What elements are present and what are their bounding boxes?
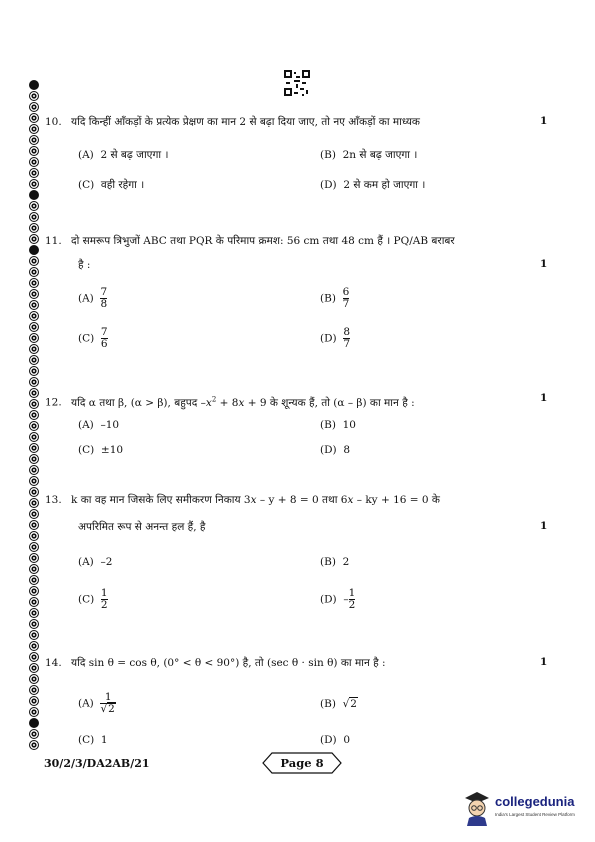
binding-ring	[29, 641, 39, 651]
page-number: Page 8	[280, 756, 324, 770]
option-b: (B) 2	[320, 556, 350, 568]
binding-ring	[29, 377, 39, 387]
binding-ring	[29, 564, 39, 574]
option-c: (C) $\frac{1}{2}$	[78, 587, 108, 611]
option-c: (C) 1	[78, 734, 108, 746]
option-d: (D) 0	[320, 734, 350, 746]
binding-ring	[29, 652, 39, 662]
binding-ring	[29, 355, 39, 365]
option-d: (D) 2 से कम हो जाएगा ।	[320, 179, 426, 191]
binding-ring	[29, 531, 39, 541]
binding-ring	[29, 421, 39, 431]
marks: 1	[540, 115, 548, 127]
footer-code: 30/2/3/DA2AB/21	[44, 757, 150, 770]
question-text-line2: है :	[78, 259, 91, 271]
option-d: (D) $\frac{8}{7}$	[320, 326, 350, 350]
marks: 1	[540, 392, 548, 404]
option-c: (C) $\frac{7}{6}$	[78, 326, 108, 350]
option-a: (A) $\frac{1}{√2}$	[78, 691, 115, 715]
binding-ring-column	[24, 80, 44, 751]
binding-ring	[29, 102, 39, 112]
binding-ring	[29, 630, 39, 640]
question-text: यदि किन्हीं आँकड़ों के प्रत्येक प्रेक्षण का मान 2 से बढ़ा दिया जाए, तो नए आँकड़ों का माध्यक	[71, 116, 420, 128]
binding-ring	[29, 135, 39, 145]
logo-tagline: India's Largest Student Review Platform	[495, 812, 575, 817]
option-b: (B) $\frac{6}{7}$	[320, 286, 350, 310]
binding-ring	[29, 465, 39, 475]
binding-ring	[29, 718, 39, 728]
option-d: (D) 8	[320, 444, 350, 456]
question-14	[45, 656, 535, 670]
binding-ring	[29, 696, 39, 706]
option-a: (A) 2 से बढ़ जाएगा ।	[78, 149, 169, 161]
binding-ring	[29, 575, 39, 585]
question-number: 13.	[45, 494, 62, 506]
binding-ring	[29, 740, 39, 750]
question-number: 10.	[45, 116, 62, 128]
binding-ring	[29, 498, 39, 508]
question-number: 14.	[45, 657, 62, 669]
marks: 1	[540, 656, 548, 668]
binding-ring	[29, 608, 39, 618]
binding-ring	[29, 509, 39, 519]
option-a: (A) –2	[78, 556, 113, 568]
marks: 1	[540, 520, 548, 532]
option-a: (A) –10	[78, 419, 120, 431]
binding-ring	[29, 157, 39, 167]
option-c: (C) वही रहेगा ।	[78, 179, 145, 191]
binding-ring	[29, 366, 39, 376]
question-text-line2: अपरिमित रूप से अनन्त हल हैं, है	[78, 521, 206, 533]
binding-ring	[29, 443, 39, 453]
binding-ring	[29, 586, 39, 596]
binding-ring	[29, 124, 39, 134]
binding-ring	[29, 289, 39, 299]
option-b: (B) √2	[320, 698, 357, 710]
page-number-box	[262, 752, 342, 774]
option-c: (C) ±10	[78, 444, 124, 456]
binding-ring	[29, 597, 39, 607]
binding-ring	[29, 432, 39, 442]
question-12	[45, 392, 535, 410]
marks: 1	[540, 258, 548, 270]
binding-ring	[29, 300, 39, 310]
binding-ring	[29, 553, 39, 563]
binding-ring	[29, 685, 39, 695]
binding-ring	[29, 476, 39, 486]
question-13	[45, 493, 535, 507]
binding-ring	[29, 333, 39, 343]
binding-ring	[29, 256, 39, 266]
question-text: दो समरूप त्रिभुजों ABC तथा PQR के परिमाप क्रमश: 56 cm तथा 48 cm हैं । PQ/AB बराबर	[71, 235, 455, 247]
binding-ring	[29, 619, 39, 629]
qr-code	[284, 70, 310, 100]
binding-ring	[29, 729, 39, 739]
question-number: 12.	[45, 396, 62, 409]
option-b: (B) 2n से बढ़ जाएगा ।	[320, 149, 418, 161]
binding-ring	[29, 146, 39, 156]
option-a: (A) $\frac{7}{8}$	[78, 286, 108, 310]
binding-ring	[29, 707, 39, 717]
binding-ring	[29, 344, 39, 354]
binding-ring	[29, 234, 39, 244]
binding-ring	[29, 168, 39, 178]
binding-ring	[29, 663, 39, 673]
binding-ring	[29, 322, 39, 332]
binding-ring	[29, 399, 39, 409]
binding-ring	[29, 410, 39, 420]
binding-ring	[29, 201, 39, 211]
binding-ring	[29, 388, 39, 398]
question-11	[45, 234, 525, 248]
binding-ring	[29, 212, 39, 222]
binding-ring	[29, 190, 39, 200]
binding-ring	[29, 542, 39, 552]
binding-ring	[29, 278, 39, 288]
binding-ring	[29, 80, 39, 90]
question-text: यदि α तथा β, (α > β), बहुपद $-x^2 + 8x + 9$ के शून्यक हैं, तो (α – β) का मान है :	[71, 395, 415, 409]
mascot-icon	[462, 788, 492, 826]
logo-text: collegedunia	[495, 794, 575, 809]
binding-ring	[29, 487, 39, 497]
binding-ring	[29, 674, 39, 684]
binding-ring	[29, 311, 39, 321]
binding-ring	[29, 454, 39, 464]
option-d: (D) – $\frac{1}{2}$	[320, 587, 356, 611]
question-10	[45, 115, 548, 129]
option-b: (B) 10	[320, 419, 356, 431]
binding-ring	[29, 223, 39, 233]
question-number: 11.	[45, 235, 62, 247]
question-text: k का वह मान जिसके लिए समीकरण निकाय 3x – y + 8 = 0 तथा 6x – ky + 16 = 0 के	[71, 494, 440, 506]
binding-ring	[29, 520, 39, 530]
collegedunia-logo	[462, 786, 592, 830]
binding-ring	[29, 91, 39, 101]
binding-ring	[29, 179, 39, 189]
question-text: यदि sin θ = cos θ, (0° < θ < 90°) है, तो (sec θ · sin θ) का मान है :	[71, 657, 386, 669]
binding-ring	[29, 267, 39, 277]
binding-ring	[29, 245, 39, 255]
binding-ring	[29, 113, 39, 123]
